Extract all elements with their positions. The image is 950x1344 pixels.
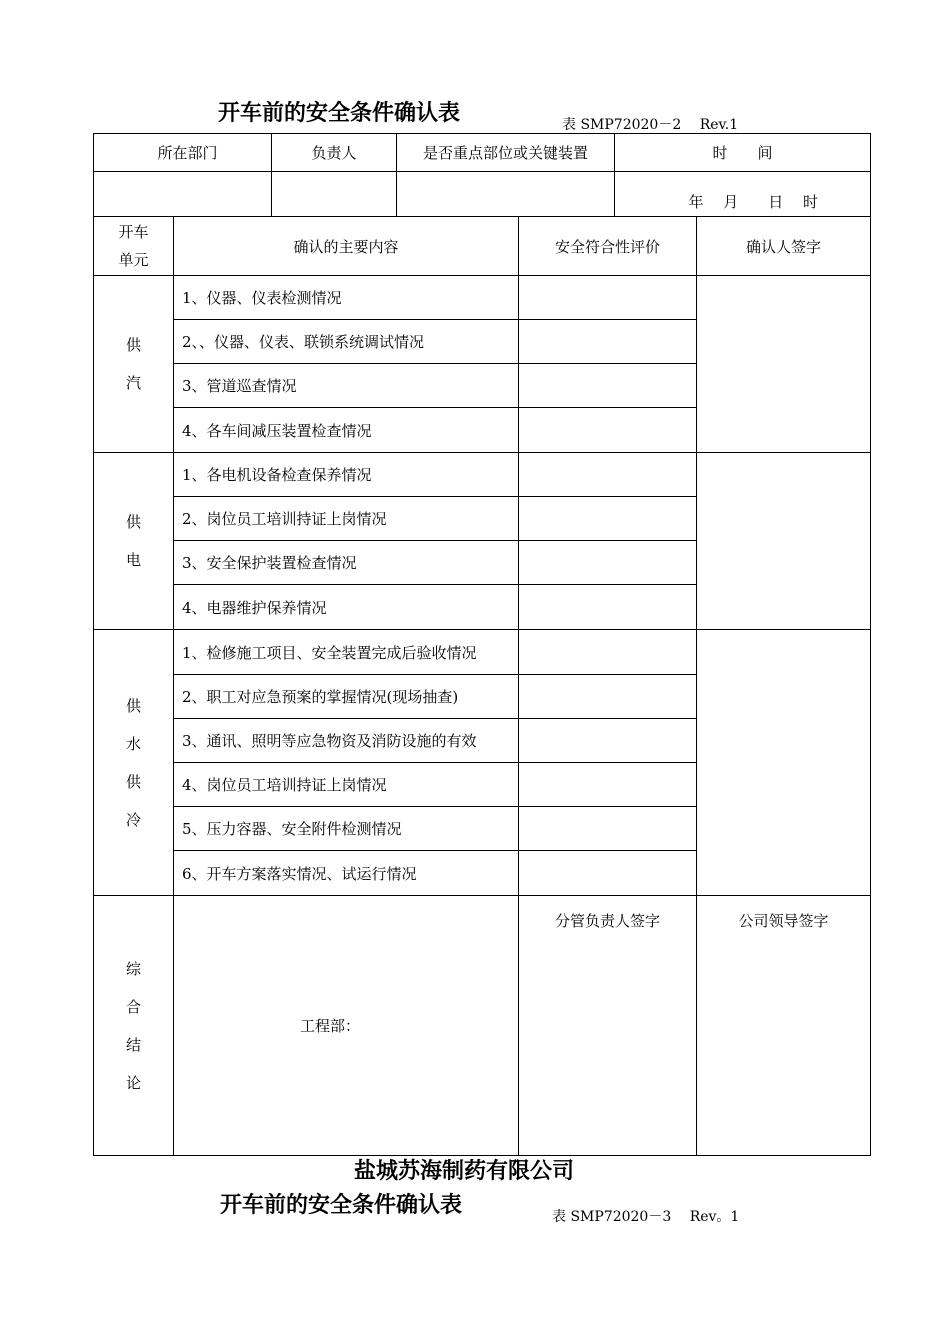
manager-sign-cell[interactable] [519,896,697,1156]
time-label: 时 间 [615,134,871,172]
check-item: 3、通讯、照明等应急物资及消防设施的有效 [174,719,519,763]
check-item: 2、岗位员工培训持证上岗情况 [174,497,519,541]
evaluation-cell[interactable] [519,408,697,453]
evaluation-cell[interactable] [519,276,697,320]
evaluation-cell[interactable] [519,630,697,675]
evaluation-cell[interactable] [519,851,697,896]
check-item: 1、各电机设备检查保养情况 [174,453,519,497]
section-char: 供 [125,513,141,531]
dept-label: 所在部门 [94,134,272,172]
evaluation-cell[interactable] [519,453,697,497]
key-device-label: 是否重点部位或关键装置 [397,134,615,172]
check-item: 1、仪器、仪表检测情况 [174,276,519,320]
check-item: 4、岗位员工培训持证上岗情况 [174,763,519,807]
col-content-header: 确认的主要内容 [174,217,519,276]
section-steam-label [94,276,174,453]
form-title: 开车前的安全条件确认表 [218,101,461,126]
check-item: 5、压力容器、安全附件检测情况 [174,807,519,851]
evaluation-cell[interactable] [519,320,697,364]
company-name: 盐城苏海制药有限公司 [354,1159,575,1184]
col-unit-line2: 单元 [118,251,149,269]
section-char: 汽 [125,374,141,392]
check-item: 4、各车间减压装置检查情况 [174,408,519,453]
check-item: 2、、仪器、仪表、联锁系统调试情况 [174,320,519,364]
signer-cell-water[interactable] [697,630,871,896]
inspection-table [93,216,871,1156]
leader-sign-label: 公司领导签字 [738,912,829,930]
col-evaluation-header: 安全符合性评价 [519,217,697,276]
owner-label: 负责人 [272,134,397,172]
section-char: 综 [125,959,141,978]
section-char: 供 [125,336,141,354]
manager-sign-label: 分管负责人签字 [554,912,660,930]
check-item: 3、安全保护装置检查情况 [174,541,519,585]
section-char: 冷 [125,810,141,829]
footer-form-number: 表 SMP72020－3 Rev。1 [552,1209,740,1225]
key-device-value-cell[interactable] [397,172,615,217]
owner-value-cell[interactable] [272,172,397,217]
footer-title: 开车前的安全条件确认表 [220,1193,463,1218]
section-char: 供 [125,696,141,715]
evaluation-cell[interactable] [519,497,697,541]
evaluation-cell[interactable] [519,807,697,851]
signer-cell-power[interactable] [697,453,871,630]
check-item: 6、开车方案落实情况、试运行情况 [174,851,519,896]
col-signer-header: 确认人签字 [697,217,871,276]
check-item: 4、电器维护保养情况 [174,585,519,630]
evaluation-cell[interactable] [519,364,697,408]
section-power-label [94,453,174,630]
section-char: 电 [125,551,141,569]
conclusion-label [94,896,174,1156]
evaluation-cell[interactable] [519,541,697,585]
section-char: 供 [125,772,141,791]
col-unit-header [94,217,174,276]
conclusion-dept-label: 工程部： [300,1017,361,1035]
check-item: 2、职工对应急预案的掌握情况(现场抽查) [174,675,519,719]
section-char: 结 [125,1035,141,1054]
check-item: 3、管道巡查情况 [174,364,519,408]
section-char: 合 [125,997,141,1016]
section-water-label [94,630,174,896]
section-char: 水 [125,734,141,753]
leader-sign-cell[interactable] [697,896,871,1156]
evaluation-cell[interactable] [519,763,697,807]
evaluation-cell[interactable] [519,585,697,630]
form-number: 表 SMP72020－2 Rev.1 [562,117,739,133]
section-char: 论 [125,1073,141,1092]
conclusion-dept-cell[interactable] [174,896,519,1156]
evaluation-cell[interactable] [519,675,697,719]
time-units: 年 月 日 时 [615,172,871,217]
confirmation-table [93,133,871,217]
dept-value-cell[interactable] [94,172,272,217]
evaluation-cell[interactable] [519,719,697,763]
check-item: 1、检修施工项目、安全装置完成后验收情况 [174,630,519,675]
col-unit-line1: 开车 [118,223,149,241]
signer-cell-steam[interactable] [697,276,871,453]
